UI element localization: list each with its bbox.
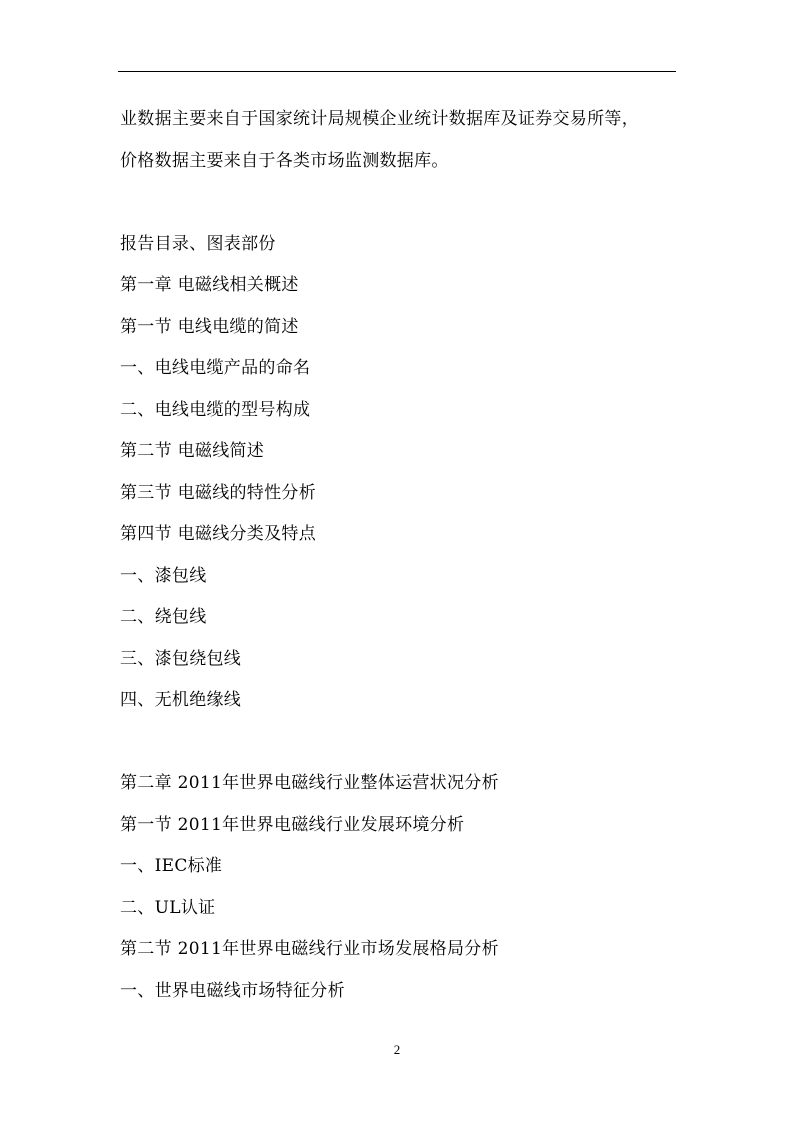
page-number: 2 <box>393 1042 401 1057</box>
toc-item: 三、漆包绕包线 <box>120 649 242 669</box>
intro-line-1: 业数据主要来自于国家统计局规模企业统计数据库及证券交易所等， <box>120 109 639 129</box>
toc-item-section-2-1: 第一节 2011年世界电磁线行业发展环境分析 <box>120 815 465 835</box>
toc-item-section-2-2: 第二节 2011年世界电磁线行业市场发展格局分析 <box>120 939 499 959</box>
intro-line-2: 价格数据主要来自于各类市场监测数据库。 <box>120 151 449 171</box>
toc-item: 二、电线电缆的型号构成 <box>120 400 311 420</box>
toc-item-section-1-3: 第三节 电磁线的特性分析 <box>120 483 317 503</box>
toc-item: 二、UL认证 <box>120 898 216 918</box>
toc-item: 四、无机绝缘线 <box>120 690 242 710</box>
toc-item-chapter-1: 第一章 电磁线相关概述 <box>120 275 299 295</box>
toc-item: 二、绕包线 <box>120 607 207 627</box>
toc-item-section-1-2: 第二节 电磁线简述 <box>120 441 265 461</box>
toc-item: 一、世界电磁线市场特征分析 <box>120 981 345 1001</box>
toc-item-section-1-1: 第一节 电线电缆的简述 <box>120 317 299 337</box>
toc-item: 一、IEC标准 <box>120 856 223 876</box>
toc-item: 一、漆包线 <box>120 566 207 586</box>
toc-heading: 报告目录、图表部份 <box>120 234 276 254</box>
header-rule <box>118 71 676 72</box>
toc-item-section-1-4: 第四节 电磁线分类及特点 <box>120 524 317 544</box>
toc-item-chapter-2: 第二章 2011年世界电磁线行业整体运营状况分析 <box>120 773 499 793</box>
toc-item: 一、电线电缆产品的命名 <box>120 358 311 378</box>
